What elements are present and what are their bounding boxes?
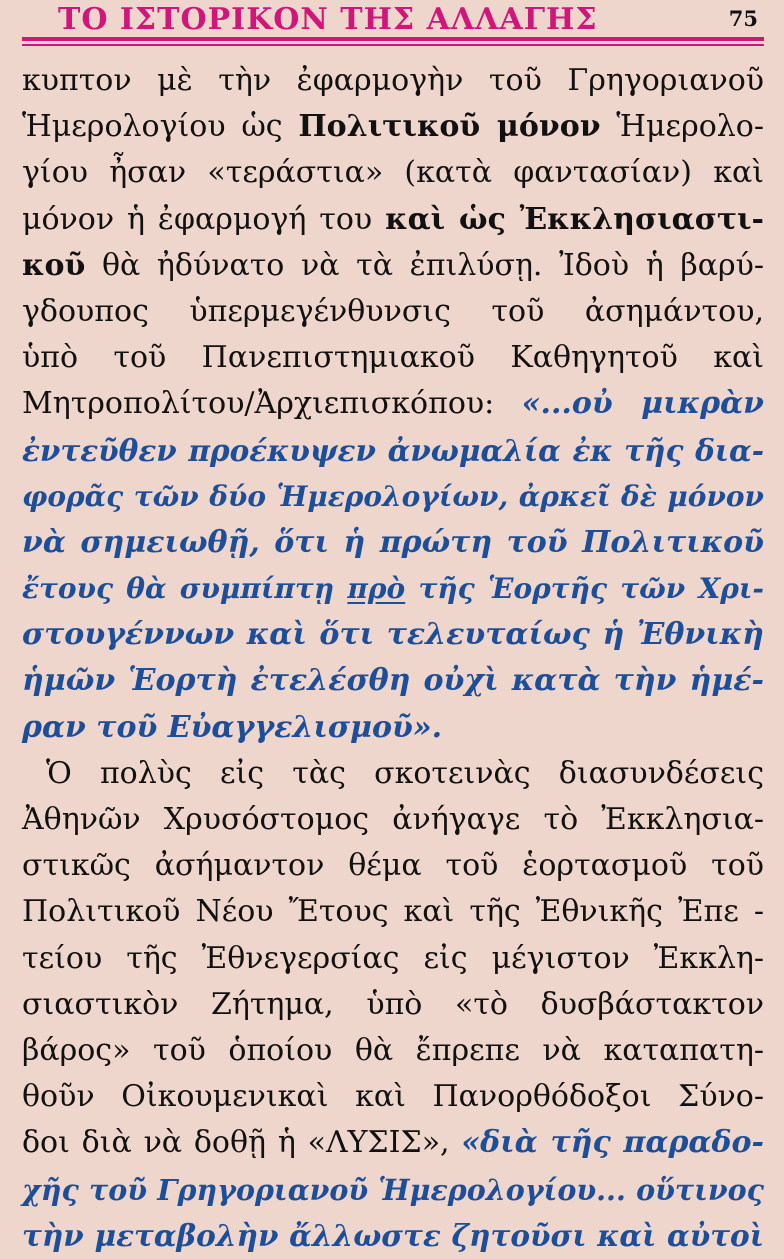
bold-phrase: Πολιτικοῦ μόνον: [298, 109, 601, 145]
quote-text: «...οὐ μικρὰν: [521, 386, 764, 422]
header-rule-thick: [22, 37, 764, 41]
text-line: Πολιτικοῦ Νέου Ἔτους καὶ τῆς Ἐθνικῆς Ἐπε -: [22, 894, 764, 930]
running-title: ΤΟ ΙΣΤΟΡΙΚΟΝ ΤΗΣ ΑΛΛΑΓΗΣ: [58, 2, 598, 37]
text-line: γίου ἦσαν «τεράστια» (κατὰ φαντασίαν) καὶ: [22, 155, 764, 191]
text-line: ὑπὸ τοῦ Πανεπιστημιακοῦ Καθηγητοῦ καὶ: [22, 340, 764, 376]
text-line: κοῦ θὰ ἠδύνατο νὰ τὰ ἐπιλύσῃ. Ἰδοὺ ἡ βαρύ-: [22, 247, 764, 283]
quote-line: νὰ σημειωθῇ, ὅτι ἡ πρώτη τοῦ Πολιτικοῦ: [22, 524, 764, 560]
text-line: σιαστικὸν Ζήτημα, ὑπὸ «τὸ δυσβάστακτον: [22, 986, 764, 1022]
bold-phrase: καὶ ὡς Ἐκκλησιαστι-: [385, 201, 764, 237]
quote-line: ἐντεῦθεν προέκυψεν ἀνωμαλία ἐκ τῆς δια-: [22, 432, 764, 468]
bold-phrase: κοῦ: [22, 247, 86, 283]
page-number: 75: [728, 6, 758, 31]
header-rule-thin: [22, 44, 764, 46]
text-line: Μητροπολίτου/Ἀρχιεπισκόπου: «...οὐ μικρὰν: [22, 386, 764, 422]
quote-line: ραν τοῦ Εὐαγγελισμοῦ».: [22, 709, 443, 745]
running-header: [22, 0, 764, 36]
quote-line: ἡμῶν Ἑορτὴ ἐτελέσθη οὐχὶ κατὰ τὴν ἡμέ-: [22, 663, 764, 699]
book-page: [22, 0, 764, 1253]
text-line: μόνον ἡ ἐφαρμογή του καὶ ὡς Ἐκκλησιαστι-: [22, 201, 764, 237]
text-line: Ἀθηνῶν Χρυσόστομος ἀνήγαγε τὸ Ἐκκλησια-: [22, 802, 764, 837]
text-line: θοῦν Οἰκουμενικαὶ καὶ Πανορθόδοξοι Σύνο-: [22, 1079, 764, 1115]
text-line: δοι διὰ νὰ δοθῇ ἡ «ΛΥΣΙΣ», «διὰ τῆς παραδο-: [22, 1125, 764, 1161]
text-line: στικῶς ἀσήμαντον θέμα τοῦ ἑορτασμοῦ τοῦ: [22, 848, 764, 884]
quote-line: φορᾶς τῶν δύο Ἡμερολογίων, ἀρκεῖ δὲ μόνον: [22, 479, 764, 513]
quote-line: τὴν μεταβολὴν ἄλλωστε ζητοῦσι καὶ αὐτοὶ: [22, 1217, 764, 1253]
text-line: βάρος» τοῦ ὁποίου θὰ ἔπρεπε νὰ καταπατη-: [22, 1032, 764, 1068]
quote-line: χῆς τοῦ Γρηγοριανοῦ Ἡμερολογίου... οὕτινος: [22, 1172, 764, 1207]
quote-line: στουγέννων καὶ ὅτι τελευταίως ἡ Ἐθνικὴ: [22, 617, 764, 653]
quote-text: «διὰ τῆς παραδο-: [461, 1125, 764, 1161]
text-line: Ἡμερολογίου ὡς Πολιτικοῦ μόνον Ἡμερολο-: [22, 109, 764, 145]
text-line: κυπτον μὲ τὴν ἐφαρμογὴν τοῦ Γρηγοριανοῦ: [22, 63, 764, 98]
paragraph-start-line: Ὁ πολὺς εἰς τὰς σκοτεινὰς διασυνδέσεις: [46, 755, 764, 791]
quote-line: ἔτους θὰ συμπίπτῃ πρὸ τῆς Ἑορτῆς τῶν Χρι-: [22, 572, 764, 606]
text-line: τείου τῆς Ἐθνεγερσίας εἰς μέγιστον Ἐκκλη-: [22, 940, 764, 976]
body-text: [22, 58, 764, 1259]
underlined-word: πρὸ: [347, 572, 406, 606]
text-line: γδουπος ὑπερμεγένθυνσις τοῦ ἀσημάντου,: [22, 293, 764, 329]
